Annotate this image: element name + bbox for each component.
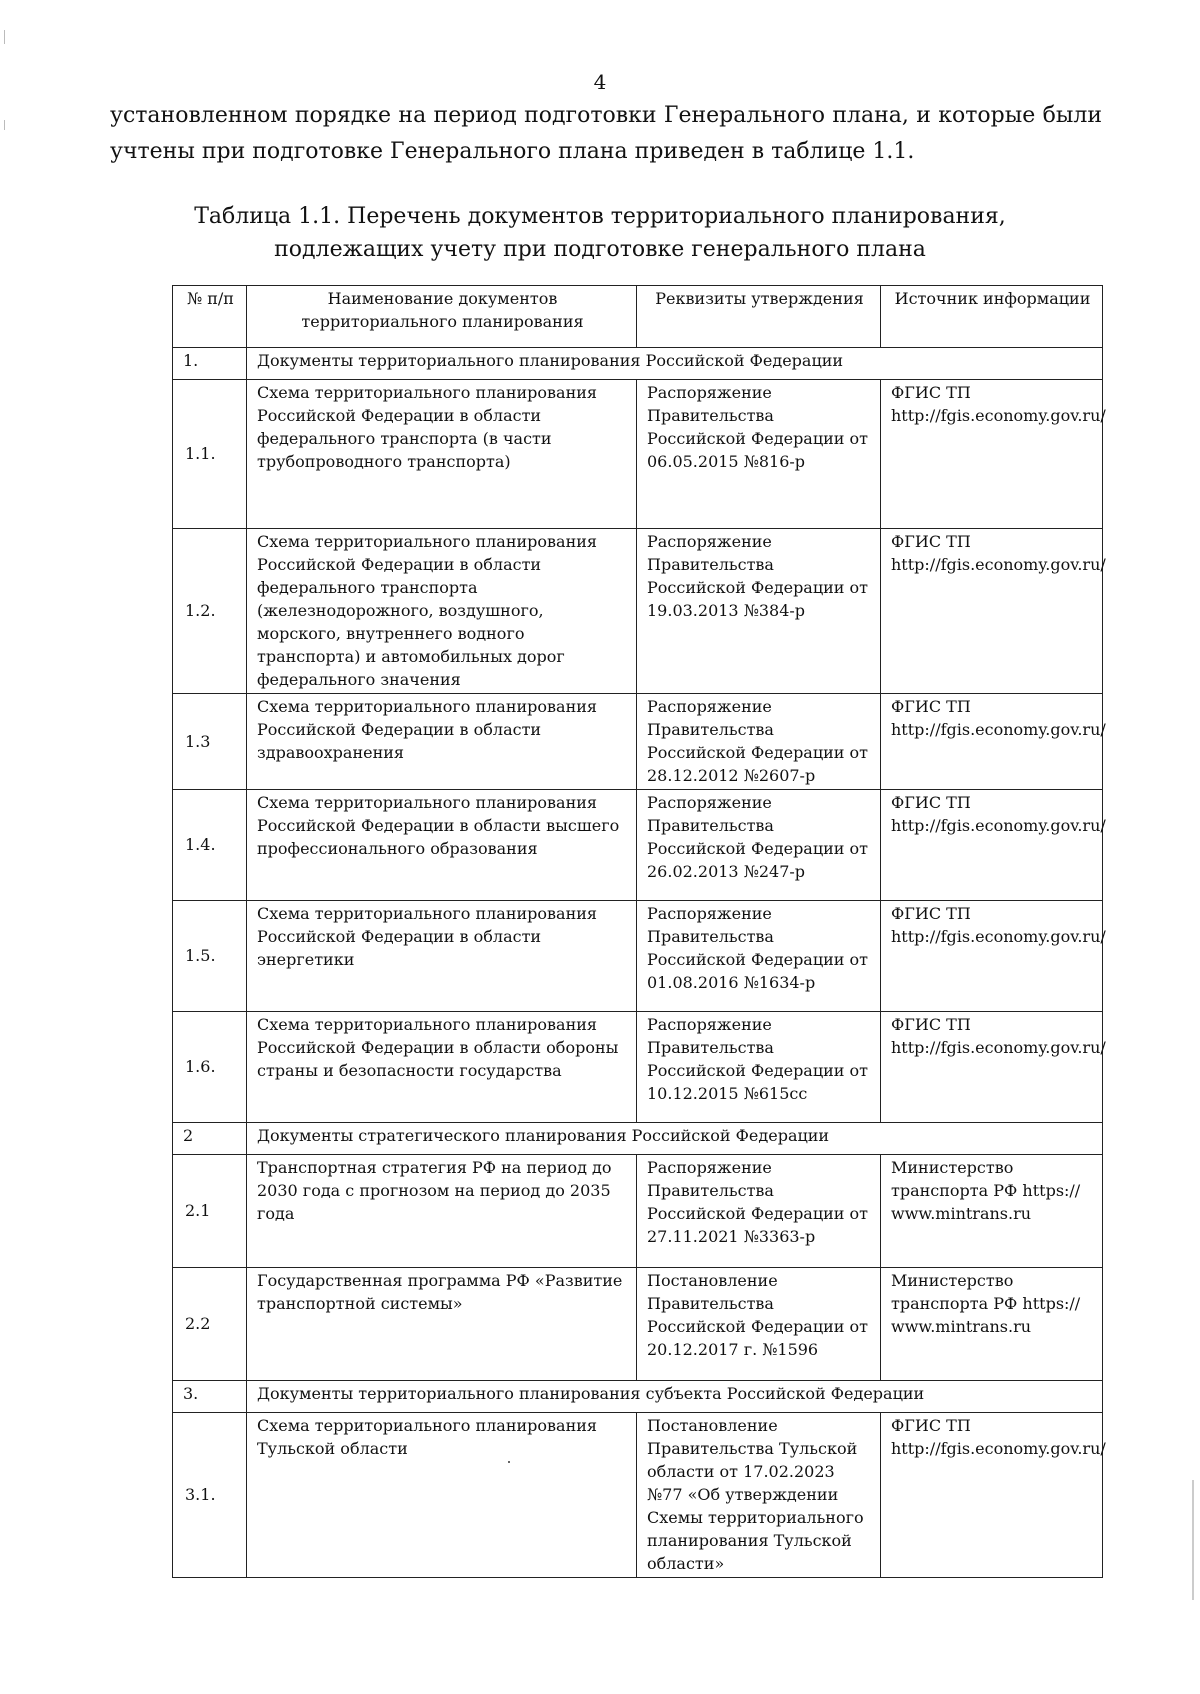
table-row xyxy=(173,1012,1103,1123)
row-requisites: Распоряжение Правительства Российской Федерации от 10.12.2015 №615сс xyxy=(637,1012,881,1123)
row-num: 1.2. xyxy=(173,529,247,694)
table-row xyxy=(173,790,1103,901)
header-requisites: Реквизиты утверждения xyxy=(637,286,881,348)
section-num: 2 xyxy=(173,1123,247,1155)
table-row xyxy=(173,529,1103,694)
section-row xyxy=(173,1381,1103,1413)
row-name: Схема территориального планирования Российской Федерации в области энергетики xyxy=(247,901,637,1012)
scan-margin-mark xyxy=(1192,1480,1194,1600)
row-source: ФГИС ТП http://fgis.economy.gov.ru/ xyxy=(881,901,1103,1012)
row-num: 3.1. xyxy=(173,1413,247,1578)
section-title: Документы территориального планирования субъекта Российской Федерации xyxy=(247,1381,1103,1413)
row-num: 2.1 xyxy=(173,1155,247,1268)
header-num: № п/п xyxy=(173,286,247,348)
section-num: 1. xyxy=(173,348,247,380)
row-source: ФГИС ТП http://fgis.economy.gov.ru/ xyxy=(881,529,1103,694)
row-name: Схема территориального планирования Российской Федерации в области федерального транспорта (в части трубопроводного транспорта) xyxy=(247,380,637,529)
row-num: 1.6. xyxy=(173,1012,247,1123)
header-source: Источник информации xyxy=(881,286,1103,348)
row-source: ФГИС ТП http://fgis.economy.gov.ru/ xyxy=(881,1413,1103,1578)
table-row xyxy=(173,1268,1103,1381)
intro-paragraph: установленном порядке на период подготовки Генерального плана, и которые были учтены при подготовке Генерального плана приведен в таблице 1.1. xyxy=(110,103,1102,164)
table-row xyxy=(173,694,1103,790)
row-num: 1.4. xyxy=(173,790,247,901)
row-name: Государственная программа РФ «Развитие транспортной системы» xyxy=(247,1268,637,1381)
row-requisites: Распоряжение Правительства Российской Федерации от 26.02.2013 №247-р xyxy=(637,790,881,901)
section-row xyxy=(173,1123,1103,1155)
table-caption-line-2: подлежащих учету при подготовке генерального плана xyxy=(274,237,926,262)
table-row xyxy=(173,1155,1103,1268)
row-num: 1.5. xyxy=(173,901,247,1012)
documents-table xyxy=(172,285,1106,1578)
table-row xyxy=(173,901,1103,1012)
row-name: Схема территориального планирования Российской Федерации в области здравоохранения xyxy=(247,694,637,790)
table-header-row xyxy=(173,286,1103,348)
row-name: Схема территориального планирования Российской Федерации в области высшего профессионального образования xyxy=(247,790,637,901)
row-requisites: Распоряжение Правительства Российской Федерации от 27.11.2021 №3363-р xyxy=(637,1155,881,1268)
section-num: 3. xyxy=(173,1381,247,1413)
row-requisites: Распоряжение Правительства Российской Федерации от 28.12.2012 №2607-р xyxy=(637,694,881,790)
row-source: ФГИС ТП http://fgis.economy.gov.ru/ xyxy=(881,1012,1103,1123)
row-name: Схема территориального планирования Российской Федерации в области обороны страны и безопасности государства xyxy=(247,1012,637,1123)
row-source: Министерство транспорта РФ https:// www.mintrans.ru xyxy=(881,1155,1103,1268)
scan-margin-mark xyxy=(4,120,5,130)
table-caption xyxy=(150,200,1050,266)
header-name: Наименование документов территориального планирования xyxy=(247,286,637,348)
page-number: 4 xyxy=(593,70,607,94)
table-row xyxy=(173,380,1103,529)
scan-speck xyxy=(508,1461,510,1463)
row-requisites: Постановление Правительства Тульской области от 17.02.2023 №77 «Об утверждении Схемы территориального планирования Тульской области» xyxy=(637,1413,881,1578)
row-name: Транспортная стратегия РФ на период до 2030 года с прогнозом на период до 2035 года xyxy=(247,1155,637,1268)
section-title: Документы территориального планирования Российской Федерации xyxy=(247,348,1103,380)
row-source: ФГИС ТП http://fgis.economy.gov.ru/ xyxy=(881,694,1103,790)
row-requisites: Распоряжение Правительства Российской Федерации от 06.05.2015 №816-р xyxy=(637,380,881,529)
row-num: 1.1. xyxy=(173,380,247,529)
row-requisites: Распоряжение Правительства Российской Федерации от 01.08.2016 №1634-р xyxy=(637,901,881,1012)
scan-margin-mark xyxy=(4,30,5,44)
row-source: ФГИС ТП http://fgis.economy.gov.ru/ xyxy=(881,380,1103,529)
section-title: Документы стратегического планирования Российской Федерации xyxy=(247,1123,1103,1155)
table-row xyxy=(173,1413,1103,1578)
row-source: Министерство транспорта РФ https:// www.mintrans.ru xyxy=(881,1268,1103,1381)
row-num: 1.3 xyxy=(173,694,247,790)
row-requisites: Постановление Правительства Российской Федерации от 20.12.2017 г. №1596 xyxy=(637,1268,881,1381)
table-caption-line-1: Таблица 1.1. Перечень документов территориального планирования, xyxy=(194,204,1006,229)
row-name: Схема территориального планирования Тульской области xyxy=(247,1413,637,1578)
row-name: Схема территориального планирования Российской Федерации в области федерального транспорта (железнодорожного, воздушного, морского, внутреннего водного транспорта) и автомобильных дорог федерального значения xyxy=(247,529,637,694)
row-source: ФГИС ТП http://fgis.economy.gov.ru/ xyxy=(881,790,1103,901)
row-requisites: Распоряжение Правительства Российской Федерации от 19.03.2013 №384-р xyxy=(637,529,881,694)
row-num: 2.2 xyxy=(173,1268,247,1381)
section-row xyxy=(173,348,1103,380)
